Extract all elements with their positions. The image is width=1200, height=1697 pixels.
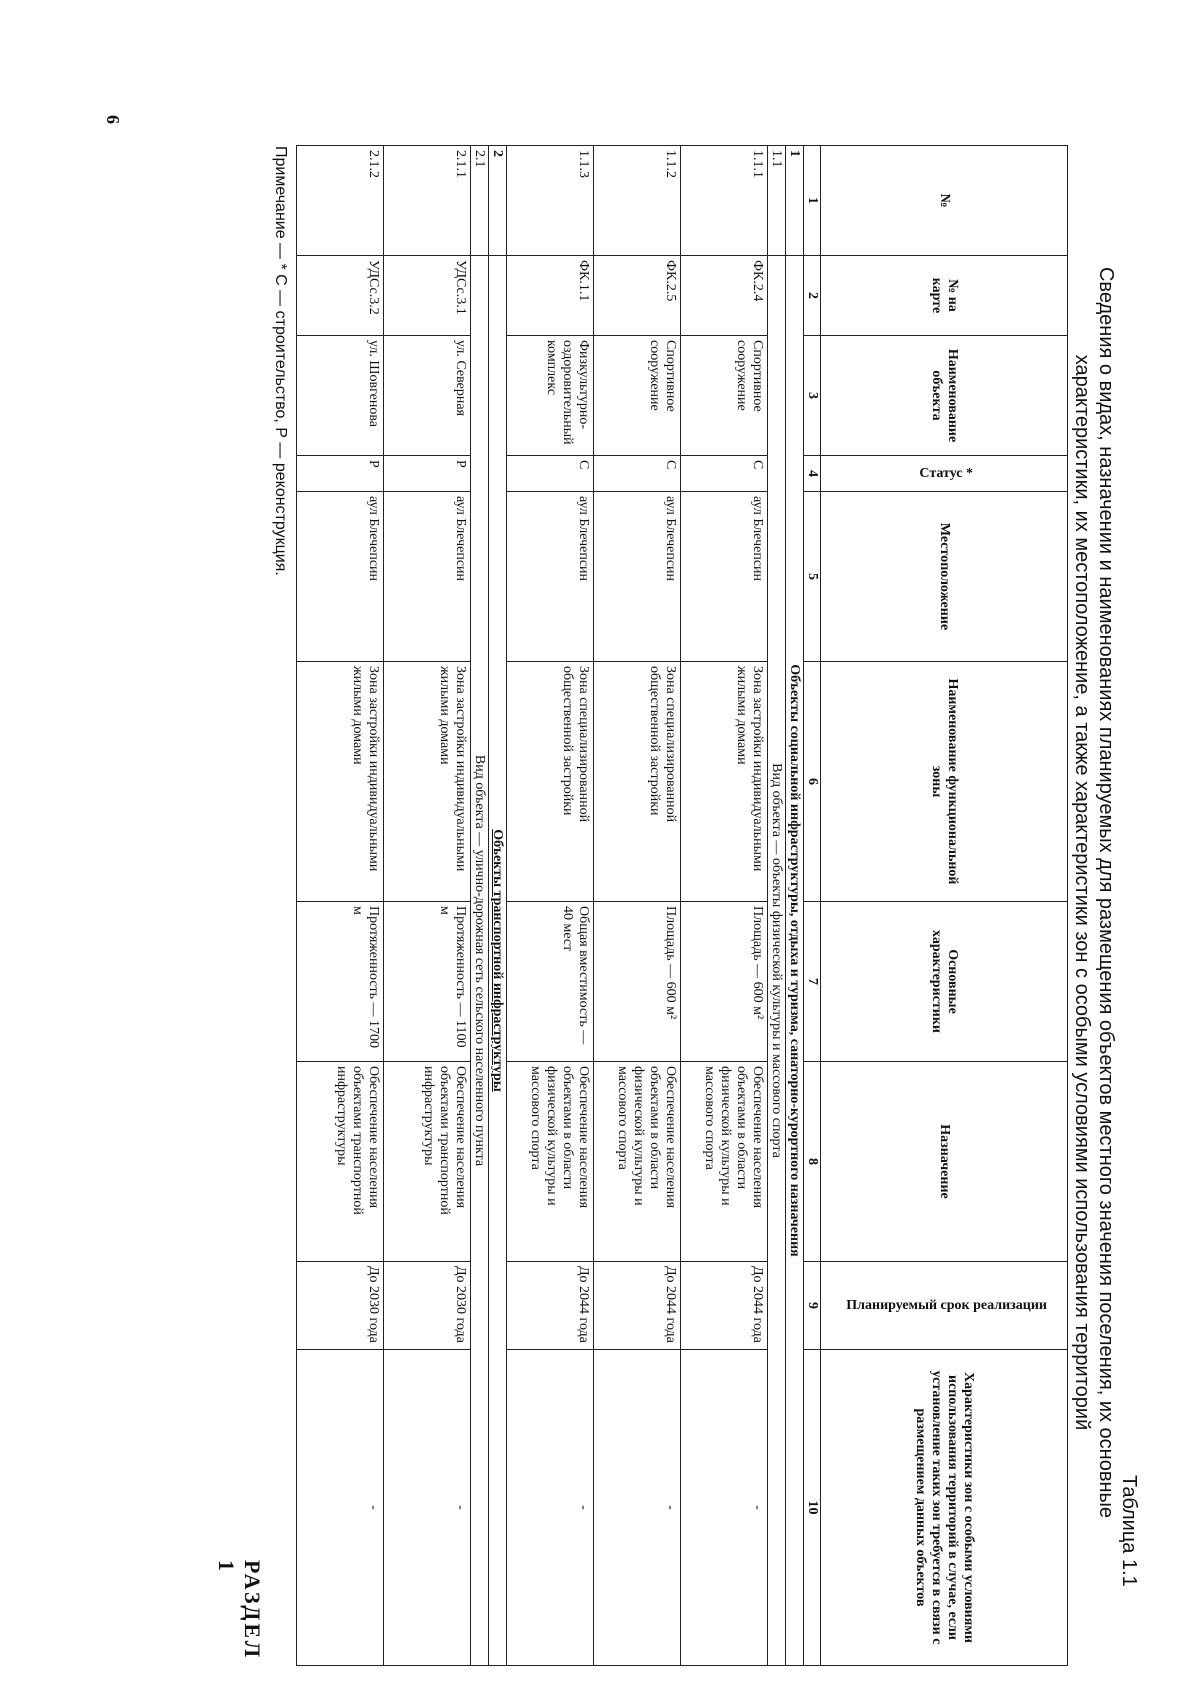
cell-characteristics: Площадь — 600 м² (681, 902, 768, 1062)
col-header-1: № (821, 146, 1068, 256)
col-header-10: Характеристики зон с особыми условиями использования территорий в случае, если установление таких зон требуется в связи с размещением данных объектов (821, 1350, 1068, 1666)
col-number: 4 (804, 456, 821, 492)
col-header-6: Наименование функциональной зоны (821, 662, 1068, 902)
section-number: 1 (786, 146, 804, 256)
cell-name: ул. Северная (384, 336, 471, 456)
col-header-3: Наименование объекта (821, 336, 1068, 456)
cell-term: До 2030 года (384, 1262, 471, 1350)
objects-table (296, 145, 1068, 1666)
table-note: Примечание — * С — строительство, Р — реконструкция. (272, 146, 289, 576)
table-label: Таблица 1.1 (1118, 1475, 1140, 1587)
cell-location: аул Блечепсин (594, 492, 681, 662)
cell-characteristics: Общая вместимость — 40 мест (507, 902, 594, 1062)
cell-status: С (681, 456, 768, 492)
subsection-row (471, 146, 489, 1666)
cell-zone: Зона застройки индивидуальными жилыми домами (681, 662, 768, 902)
header-row (821, 146, 1068, 1666)
subsection-title: Вид объекта — улично-дорожная сеть сельского населенного пункта (471, 256, 489, 1666)
col-number: 5 (804, 492, 821, 662)
table-row (384, 146, 471, 1666)
table-row (681, 146, 768, 1666)
cell-no: 2.1.1 (384, 146, 471, 256)
cell-map: УДСс.3.2 (297, 256, 384, 336)
cell-zones: - (594, 1350, 681, 1666)
col-header-8: Назначение (821, 1062, 1068, 1262)
document-page (100, 115, 1140, 1680)
section-title: Объекты транспортной инфраструктуры (489, 256, 507, 1666)
cell-term: До 2044 года (594, 1262, 681, 1350)
cell-name: Спортивное сооружение (594, 336, 681, 456)
col-number: 8 (804, 1062, 821, 1262)
cell-zone: Зона застройки индивидуальными жилыми домами (297, 662, 384, 902)
cell-zones: - (384, 1350, 471, 1666)
heading-line-1: Сведения о видах, назначении и наименованиях планируемых для размещения объектов местного значения поселения, их основные (1095, 266, 1117, 1519)
col-number: 1 (804, 146, 821, 256)
cell-status: С (507, 456, 594, 492)
cell-location: аул Блечепсин (507, 492, 594, 662)
col-number: 10 (804, 1350, 821, 1666)
cell-map: УДСс.3.1 (384, 256, 471, 336)
col-number: 6 (804, 662, 821, 902)
cell-name: Спортивное сооружение (681, 336, 768, 456)
cell-characteristics: Площадь — 600 м² (594, 902, 681, 1062)
subsection-title: Вид объекта — объекты физической культуры и массового спорта (768, 256, 786, 1666)
col-number: 7 (804, 902, 821, 1062)
col-header-9: Планируемый срок реализации (821, 1262, 1068, 1350)
cell-characteristics: Протяженность — 1100 м (384, 902, 471, 1062)
cell-location: аул Блечепсин (297, 492, 384, 662)
cell-purpose: Обеспечение населения объектами транспортной инфраструктуры (297, 1062, 384, 1262)
cell-status: Р (297, 456, 384, 492)
table-row (594, 146, 681, 1666)
column-number-row (804, 146, 821, 1666)
subsection-row (768, 146, 786, 1666)
cell-characteristics: Протяженность — 1700 м (297, 902, 384, 1062)
cell-name: Физкультурно-оздоровительный комплекс (507, 336, 594, 456)
cell-location: аул Блечепсин (384, 492, 471, 662)
section-row (489, 146, 507, 1666)
cell-map: ФК.1.1 (507, 256, 594, 336)
cell-zones: - (681, 1350, 768, 1666)
cell-no: 2.1.2 (297, 146, 384, 256)
cell-status: С (594, 456, 681, 492)
col-header-4: Статус * (821, 456, 1068, 492)
cell-zone: Зона застройки индивидуальными жилыми домами (384, 662, 471, 902)
col-header-2: № на карте (821, 256, 1068, 336)
cell-zone: Зона специализированной общественной застройки (594, 662, 681, 902)
col-number: 9 (804, 1262, 821, 1350)
cell-location: аул Блечепсин (681, 492, 768, 662)
section-row (786, 146, 804, 1666)
section-number: 2 (489, 146, 507, 256)
cell-purpose: Обеспечение населения объектами транспортной инфраструктуры (384, 1062, 471, 1262)
section-label: РАЗДЕЛ 1 (214, 1560, 265, 1661)
cell-status: Р (384, 456, 471, 492)
cell-map: ФК.2.4 (681, 256, 768, 336)
cell-term: До 2030 года (297, 1262, 384, 1350)
cell-name: ул. Шовгенова (297, 336, 384, 456)
col-number: 3 (804, 336, 821, 456)
table-row (297, 146, 384, 1666)
col-header-7: Основные характеристики (821, 902, 1068, 1062)
cell-zones: - (507, 1350, 594, 1666)
table-row (507, 146, 594, 1666)
col-number: 2 (804, 256, 821, 336)
cell-no: 1.1.1 (681, 146, 768, 256)
cell-term: До 2044 года (681, 1262, 768, 1350)
page-number: 6 (103, 115, 123, 124)
cell-purpose: Обеспечение населения объектами в области физической культуры и массового спорта (681, 1062, 768, 1262)
cell-purpose: Обеспечение населения объектами в области физической культуры и массового спорта (594, 1062, 681, 1262)
section-title: Объекты социальной инфраструктуры, отдыха и туризма, санаторно-курортного назначения (786, 256, 804, 1666)
cell-zone: Зона специализированной общественной застройки (507, 662, 594, 902)
cell-no: 1.1.3 (507, 146, 594, 256)
cell-zones: - (297, 1350, 384, 1666)
cell-purpose: Обеспечение населения объектами в области физической культуры и массового спорта (507, 1062, 594, 1262)
subsection-number: 2.1 (471, 146, 489, 256)
heading-line-2: характеристики, их местоположение, а также характеристики зон с особыми условиями использования территорий (1071, 354, 1093, 1431)
subsection-number: 1.1 (768, 146, 786, 256)
cell-term: До 2044 года (507, 1262, 594, 1350)
col-header-5: Местоположение (821, 492, 1068, 662)
table-heading (1070, 120, 1118, 1665)
cell-no: 1.1.2 (594, 146, 681, 256)
cell-map: ФК.2.5 (594, 256, 681, 336)
